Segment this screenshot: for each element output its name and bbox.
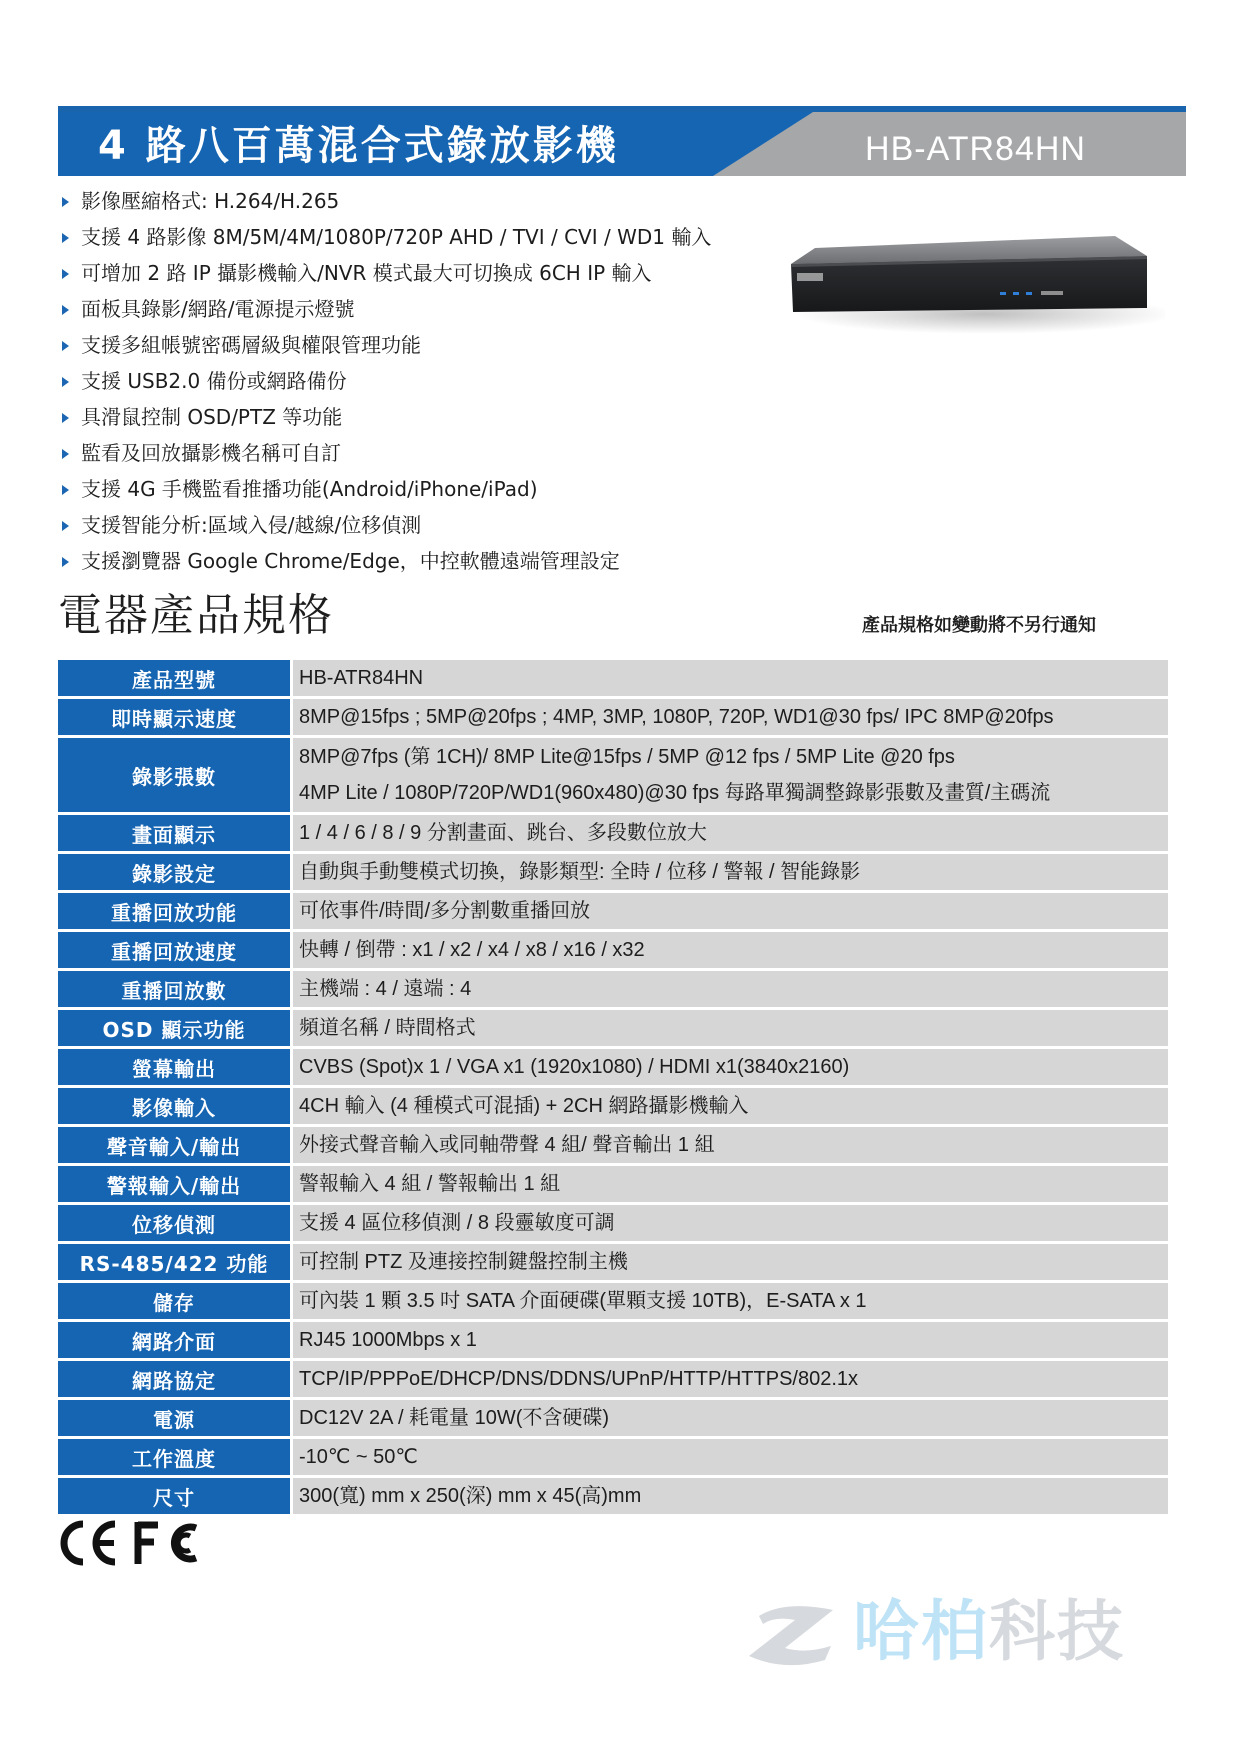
spec-label: 重播回放數 (58, 971, 293, 1007)
spec-value (293, 1244, 1168, 1280)
spec-value-line: 8MP@7fps (第 1CH)/ 8MP Lite@15fps / 5MP @12 fps / 5MP Lite @20 fps (299, 746, 955, 768)
spec-value-line: 可內裝 1 顆 3.5 吋 SATA 介面硬碟(單顆支援 10TB)，E-SATA x 1 (299, 1290, 867, 1312)
feature-list (58, 183, 711, 579)
feature-text: 支援 USB2.0 備份或網路備份 (81, 369, 347, 393)
spec-value-line: HB-ATR84HN (299, 667, 424, 689)
spec-value-line: 主機端 : 4 / 遠端 : 4 (299, 978, 472, 1000)
spec-row (58, 1283, 1168, 1319)
spec-row (58, 1166, 1168, 1202)
model-number: HB-ATR84HN (865, 130, 1086, 168)
feature-item (58, 291, 711, 327)
triangle-bullet-icon (62, 557, 69, 567)
brand-name-part2: 科技 (989, 1593, 1125, 1670)
spec-value-line: 300(寬) mm x 250(深) mm x 45(高)mm (299, 1485, 642, 1507)
feature-item (58, 327, 711, 363)
brand-name (853, 1590, 1125, 1674)
feature-text: 支援瀏覽器 Google Chrome/Edge，中控軟體遠端管理設定 (81, 549, 620, 573)
spec-label: 即時顯示速度 (58, 699, 293, 735)
spec-row (58, 1361, 1168, 1397)
spec-value-line: CVBS (Spot)x 1 / VGA x1 (1920x1080) / HDMI x1(3840x2160) (299, 1056, 850, 1078)
triangle-bullet-icon (62, 305, 69, 315)
spec-value-line: 可依事件/時間/多分割數重播回放 (299, 900, 591, 922)
triangle-bullet-icon (62, 269, 69, 279)
spec-value (293, 1088, 1168, 1124)
spec-row (58, 1088, 1168, 1124)
spec-row (58, 1478, 1168, 1514)
spec-value-line: TCP/IP/PPPoE/DHCP/DNS/DDNS/UPnP/HTTP/HTTPS/802.1x (299, 1368, 859, 1390)
feature-item (58, 183, 711, 219)
spec-value (293, 738, 1168, 812)
spec-row (58, 971, 1168, 1007)
spec-label: 電源 (58, 1400, 293, 1436)
spec-value (293, 1400, 1168, 1436)
spec-value-line: 外接式聲音輸入或同軸帶聲 4 組/ 聲音輸出 1 組 (299, 1134, 715, 1156)
spec-label: 錄影張數 (58, 738, 293, 812)
spec-value-line: 4MP Lite / 1080P/720P/WD1(960x480)@30 fps 每路單獨調整錄影張數及畫質/主碼流 (299, 782, 1051, 804)
spec-row (58, 854, 1168, 890)
spec-row (58, 1010, 1168, 1046)
spec-label: 位移偵測 (58, 1205, 293, 1241)
spec-row (58, 738, 1168, 812)
spec-value (293, 1205, 1168, 1241)
spec-row (58, 660, 1168, 696)
spec-section-title: 電器產品規格 (58, 590, 334, 641)
spec-value-line: 自動與手動雙模式切換，錄影類型: 全時 / 位移 / 警報 / 智能錄影 (299, 861, 861, 883)
spec-value (293, 660, 1168, 696)
header-banner (58, 106, 1186, 176)
spec-value (293, 854, 1168, 890)
feature-item (58, 363, 711, 399)
spec-value-line: -10℃ ~ 50℃ (299, 1446, 418, 1468)
spec-row (58, 932, 1168, 968)
spec-row (58, 1439, 1168, 1475)
spec-value (293, 1049, 1168, 1085)
spec-label: 警報輸入/輸出 (58, 1166, 293, 1202)
dvr-product-image (785, 228, 1165, 338)
spec-label: 產品型號 (58, 660, 293, 696)
spec-label: 儲存 (58, 1283, 293, 1319)
spec-value (293, 1361, 1168, 1397)
spec-label: OSD 顯示功能 (58, 1010, 293, 1046)
spec-label: 錄影設定 (58, 854, 293, 890)
spec-label: 聲音輸入/輸出 (58, 1127, 293, 1163)
spec-value (293, 1166, 1168, 1202)
spec-value-line: 快轉 / 倒帶 : x1 / x2 / x4 / x8 / x16 / x32 (299, 939, 645, 961)
feature-text: 監看及回放攝影機名稱可自訂 (81, 441, 341, 465)
triangle-bullet-icon (62, 485, 69, 495)
triangle-bullet-icon (62, 449, 69, 459)
feature-text: 可增加 2 路 IP 攝影機輸入/NVR 模式最大可切換成 6CH IP 輸入 (81, 261, 652, 285)
spec-label: 網路協定 (58, 1361, 293, 1397)
spec-row (58, 699, 1168, 735)
spec-row (58, 1400, 1168, 1436)
page-title: 4 路八百萬混合式錄放影機 (98, 123, 619, 169)
spec-value-line: 可控制 PTZ 及連接控制鍵盤控制主機 (299, 1251, 628, 1273)
brand-logo (735, 1590, 1175, 1674)
spec-value (293, 699, 1168, 735)
triangle-bullet-icon (62, 341, 69, 351)
triangle-bullet-icon (62, 413, 69, 423)
feature-text: 支援 4 路影像 8M/5M/4M/1080P/720P AHD / TVI / CVI / WD1 輸入 (81, 225, 712, 249)
spec-label: 尺寸 (58, 1478, 293, 1514)
ce-fc-certification-marks (58, 1518, 208, 1568)
feature-item (58, 543, 711, 579)
triangle-bullet-icon (62, 521, 69, 531)
feature-text: 影像壓縮格式: H.264/H.265 (81, 189, 340, 213)
spec-value (293, 1283, 1168, 1319)
feature-text: 具滑鼠控制 OSD/PTZ 等功能 (81, 405, 343, 429)
triangle-bullet-icon (62, 233, 69, 243)
spec-value-line: 頻道名稱 / 時間格式 (299, 1017, 476, 1039)
z-swoosh-icon (735, 1590, 845, 1674)
spec-value (293, 971, 1168, 1007)
triangle-bullet-icon (62, 197, 69, 207)
spec-label: 畫面顯示 (58, 815, 293, 851)
spec-value (293, 1478, 1168, 1514)
spec-label: 影像輸入 (58, 1088, 293, 1124)
spec-table (58, 657, 1168, 1517)
spec-label: 螢幕輸出 (58, 1049, 293, 1085)
spec-row (58, 1127, 1168, 1163)
spec-row (58, 1322, 1168, 1358)
spec-value (293, 893, 1168, 929)
spec-value (293, 1322, 1168, 1358)
spec-label: 重播回放速度 (58, 932, 293, 968)
spec-value (293, 932, 1168, 968)
feature-text: 支援智能分析:區域入侵/越線/位移偵測 (81, 513, 422, 537)
spec-value (293, 1010, 1168, 1046)
spec-row (58, 815, 1168, 851)
spec-value (293, 815, 1168, 851)
feature-item (58, 219, 711, 255)
spec-row (58, 1205, 1168, 1241)
feature-item (58, 507, 711, 543)
spec-value-line: RJ45 1000Mbps x 1 (299, 1329, 477, 1351)
spec-value-line: 支援 4 區位移偵測 / 8 段靈敏度可調 (299, 1212, 615, 1234)
feature-text: 支援 4G 手機監看推播功能(Android/iPhone/iPad) (81, 477, 538, 501)
brand-name-part1: 哈柏 (853, 1593, 989, 1670)
feature-text: 支援多組帳號密碼層級與權限管理功能 (81, 333, 421, 357)
feature-item (58, 399, 711, 435)
spec-row (58, 1244, 1168, 1280)
spec-value (293, 1127, 1168, 1163)
spec-row (58, 1049, 1168, 1085)
spec-value-line: 4CH 輸入 (4 種模式可混插) + 2CH 網路攝影機輸入 (299, 1095, 749, 1117)
triangle-bullet-icon (62, 377, 69, 387)
spec-label: 工作溫度 (58, 1439, 293, 1475)
spec-label: 重播回放功能 (58, 893, 293, 929)
spec-value-line: 1 / 4 / 6 / 8 / 9 分割畫面、跳台、多段數位放大 (299, 822, 707, 844)
spec-value-line: DC12V 2A / 耗電量 10W(不含硬碟) (299, 1407, 610, 1429)
feature-text: 面板具錄影/網路/電源提示燈號 (81, 297, 355, 321)
spec-value-line: 警報輸入 4 組 / 警報輸出 1 組 (299, 1173, 561, 1195)
spec-change-notice: 產品規格如變動將不另行通知 (862, 615, 1096, 636)
spec-value-line: 8MP@15fps ; 5MP@20fps ; 4MP, 3MP, 1080P, 720P, WD1@30 fps/ IPC 8MP@20fps (299, 706, 1054, 728)
spec-value (293, 1439, 1168, 1475)
spec-row (58, 893, 1168, 929)
feature-item (58, 435, 711, 471)
feature-item (58, 255, 711, 291)
spec-label: RS-485/422 功能 (58, 1244, 293, 1280)
spec-label: 網路介面 (58, 1322, 293, 1358)
feature-item (58, 471, 711, 507)
